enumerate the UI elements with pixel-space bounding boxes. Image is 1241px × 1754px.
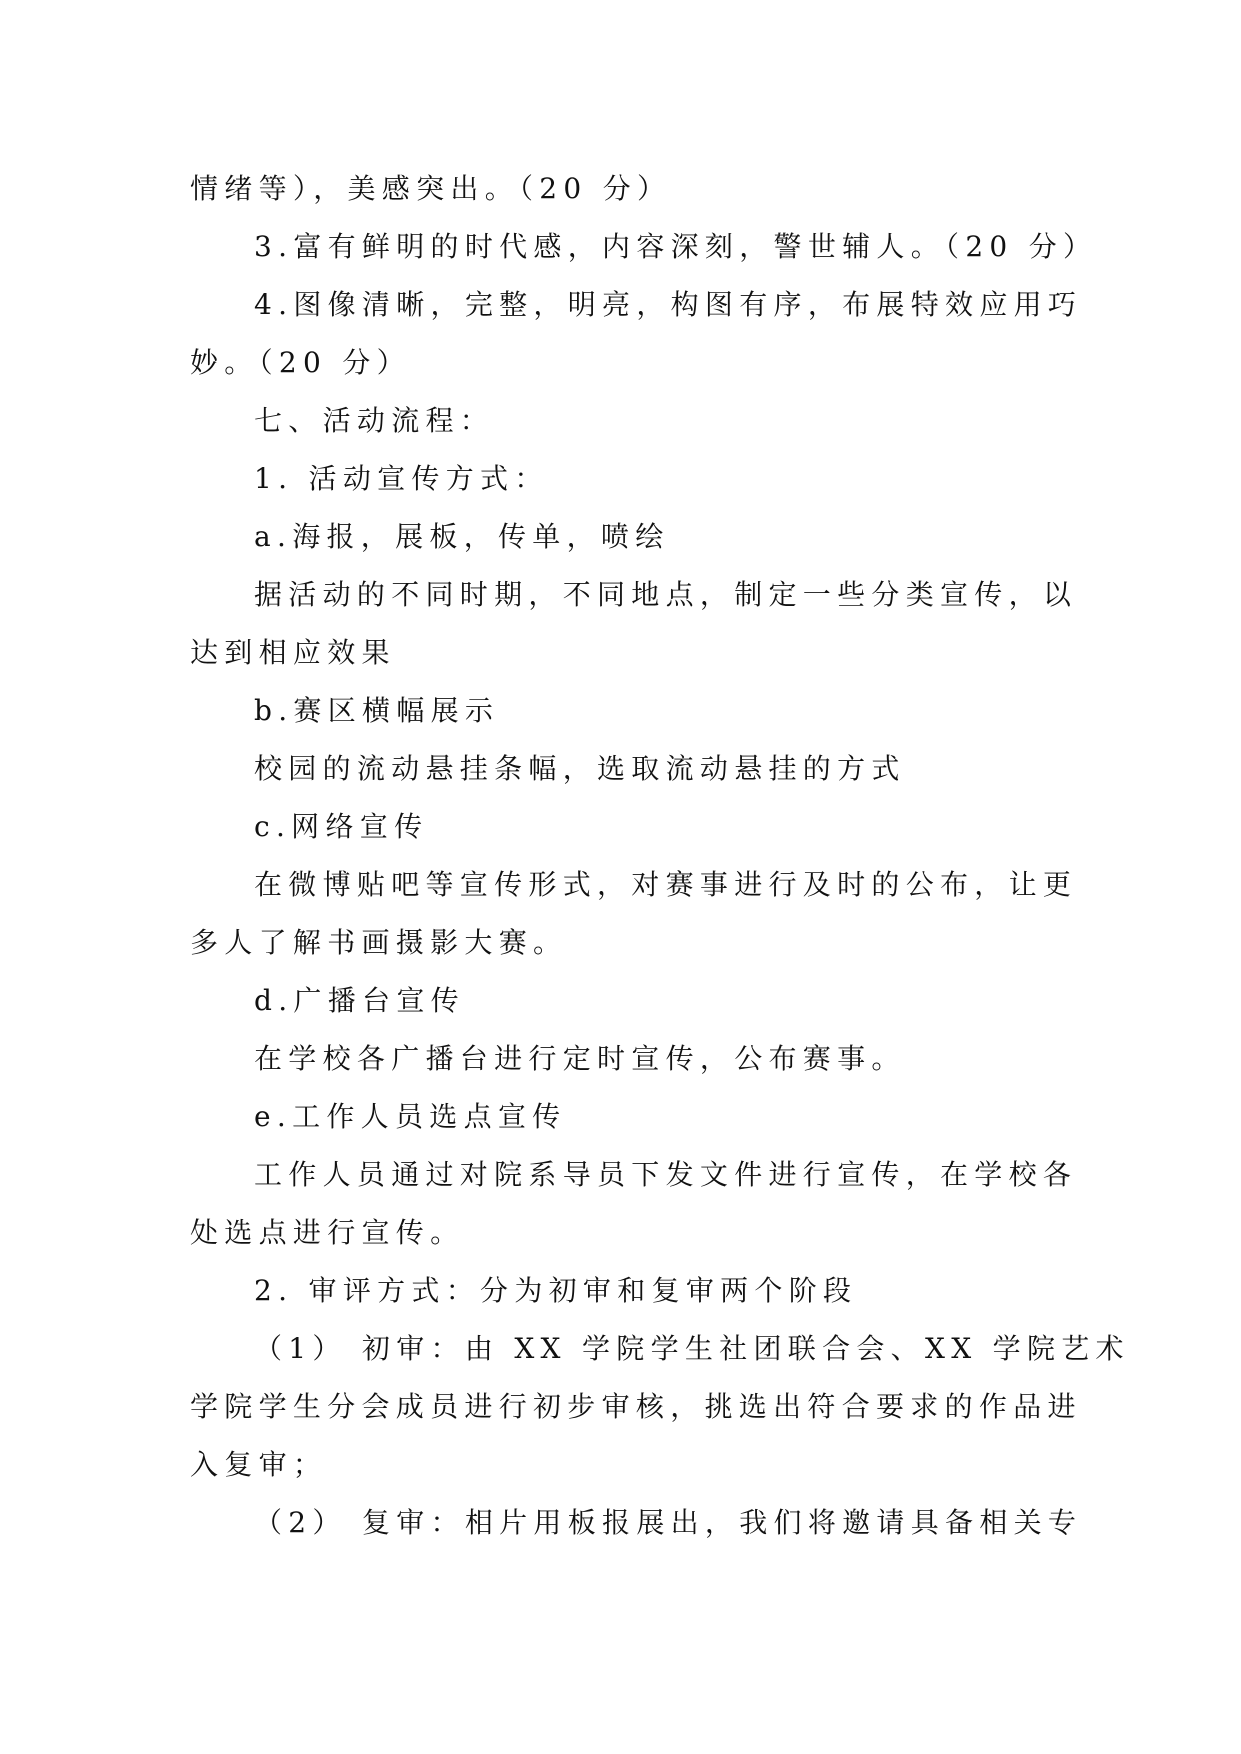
item-d-heading: d.广播台宣传 (254, 984, 465, 1017)
item-d-paragraph: 在学校各广播台进行定时宣传，公布赛事。 (254, 1042, 906, 1075)
item-c-heading: c.网络宣传 (254, 810, 429, 843)
item-b-paragraph: 校园的流动悬挂条幅，选取流动悬挂的方式 (254, 752, 906, 785)
criterion-3: 3.富有鲜明的时代感，内容深刻，警世辅人。（20 分） (254, 230, 1098, 263)
criterion-4-continuation: 妙。（20 分） (190, 346, 411, 379)
review-step-1-continuation-1: 学院学生分会成员进行初步审核，挑选出符合要求的作品进 (190, 1390, 1082, 1423)
item-c-paragraph: 在微博贴吧等宣传形式，对赛事进行及时的公布，让更 (254, 868, 1078, 901)
subheading-review-methods: 2. 审评方式：分为初审和复审两个阶段 (254, 1274, 858, 1307)
criterion-4: 4.图像清晰，完整，明亮，构图有序，布展特效应用巧 (254, 288, 1083, 321)
document-body (190, 160, 1130, 1552)
item-e-paragraph-continuation: 处选点进行宣传。 (190, 1216, 465, 1249)
review-step-1-continuation-2: 入复审； (190, 1448, 328, 1481)
item-a-heading: a.海报，展板，传单，喷绘 (254, 520, 670, 553)
item-e-paragraph: 工作人员通过对院系导员下发文件进行宣传，在学校各 (254, 1158, 1078, 1191)
item-a-paragraph: 据活动的不同时期，不同地点，制定一些分类宣传，以 (254, 578, 1078, 611)
item-a-paragraph-continuation: 达到相应效果 (190, 636, 396, 669)
review-step-1: （1） 初审：由 XX 学院学生社团联合会、XX 学院艺术 (254, 1332, 1130, 1365)
text-line-continuation: 情绪等），美感突出。（20 分） (190, 172, 672, 205)
item-b-heading: b.赛区横幅展示 (254, 694, 500, 727)
section-heading-activity-process: 七、活动流程： (254, 404, 495, 437)
subheading-promotion-methods: 1. 活动宣传方式： (254, 462, 549, 495)
item-e-heading: e.工作人员选点宣传 (254, 1100, 567, 1133)
item-c-paragraph-continuation: 多人了解书画摄影大赛。 (190, 926, 568, 959)
review-step-2: （2） 复审：相片用板报展出，我们将邀请具备相关专 (254, 1506, 1083, 1539)
